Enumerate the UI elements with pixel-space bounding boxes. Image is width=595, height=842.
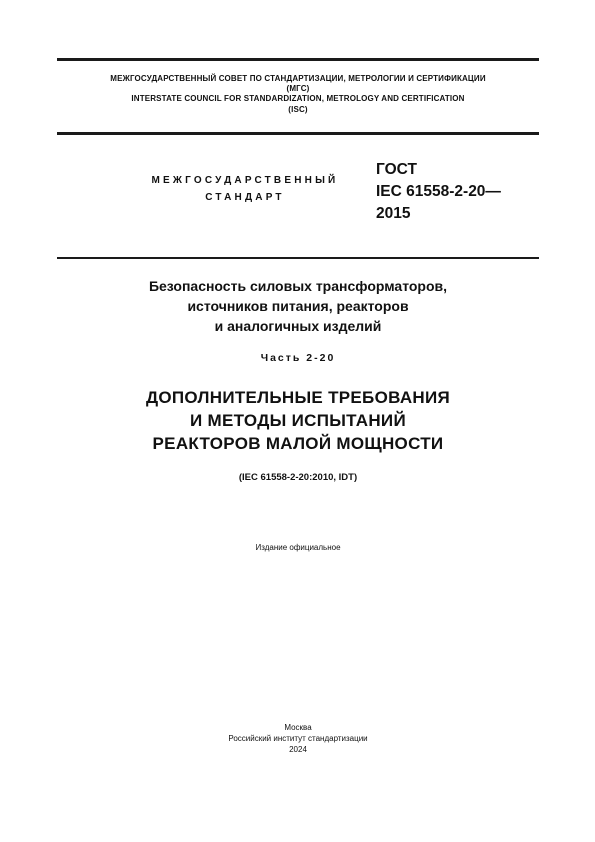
- standard-designation: [376, 159, 501, 225]
- council-abbr-ru: (МГС): [286, 84, 310, 94]
- council-abbr-en: (ISC): [288, 104, 308, 114]
- council-name-ru: МЕЖГОСУДАРСТВЕННЫЙ СОВЕТ ПО СТАНДАРТИЗАЦИИ, МЕТРОЛОГИИ И СЕРТИФИКАЦИИ: [110, 74, 486, 83]
- imprint-city: Москва: [284, 723, 312, 732]
- standard-type: [130, 172, 360, 206]
- title-line3: и аналогичных изделий: [214, 318, 382, 334]
- designation-gost: ГОСТ: [376, 161, 417, 178]
- subtitle-line3: РЕАКТОРОВ МАЛОЙ МОЩНОСТИ: [152, 434, 444, 453]
- imprint-year: 2024: [289, 745, 307, 754]
- standard-type-line2: СТАНДАРТ: [205, 192, 285, 203]
- title-line1: Безопасность силовых трансформаторов,: [148, 278, 448, 294]
- council-name-en: INTERSTATE COUNCIL FOR STANDARDIZATION, METROLOGY AND CERTIFICATION: [131, 94, 465, 104]
- part-number: Часть 2-20: [260, 352, 336, 364]
- subtitle-line1: ДОПОЛНИТЕЛЬНЫЕ ТРЕБОВАНИЯ: [145, 388, 451, 407]
- edition-label: Издание официальное: [255, 543, 341, 552]
- designation-year: 2015: [376, 205, 411, 222]
- designation-number: IEC 61558-2-20—: [376, 183, 501, 200]
- document-title: [57, 276, 539, 336]
- header-rule: [57, 257, 539, 259]
- council-block: [57, 74, 539, 115]
- standard-type-line1: МЕЖГОСУДАРСТВЕННЫЙ: [151, 175, 339, 186]
- title-line2: источников питания, реакторов: [187, 298, 409, 314]
- top-rule: [57, 58, 539, 61]
- subtitle-line2: И МЕТОДЫ ИСПЫТАНИЙ: [190, 411, 406, 430]
- imprint-publisher: Российский институт стандартизации: [228, 734, 368, 743]
- imprint: [57, 722, 539, 755]
- council-rule: [57, 132, 539, 135]
- document-subtitle: [57, 386, 539, 455]
- iec-reference: (IEC 61558-2-20:2010, IDT): [238, 472, 358, 483]
